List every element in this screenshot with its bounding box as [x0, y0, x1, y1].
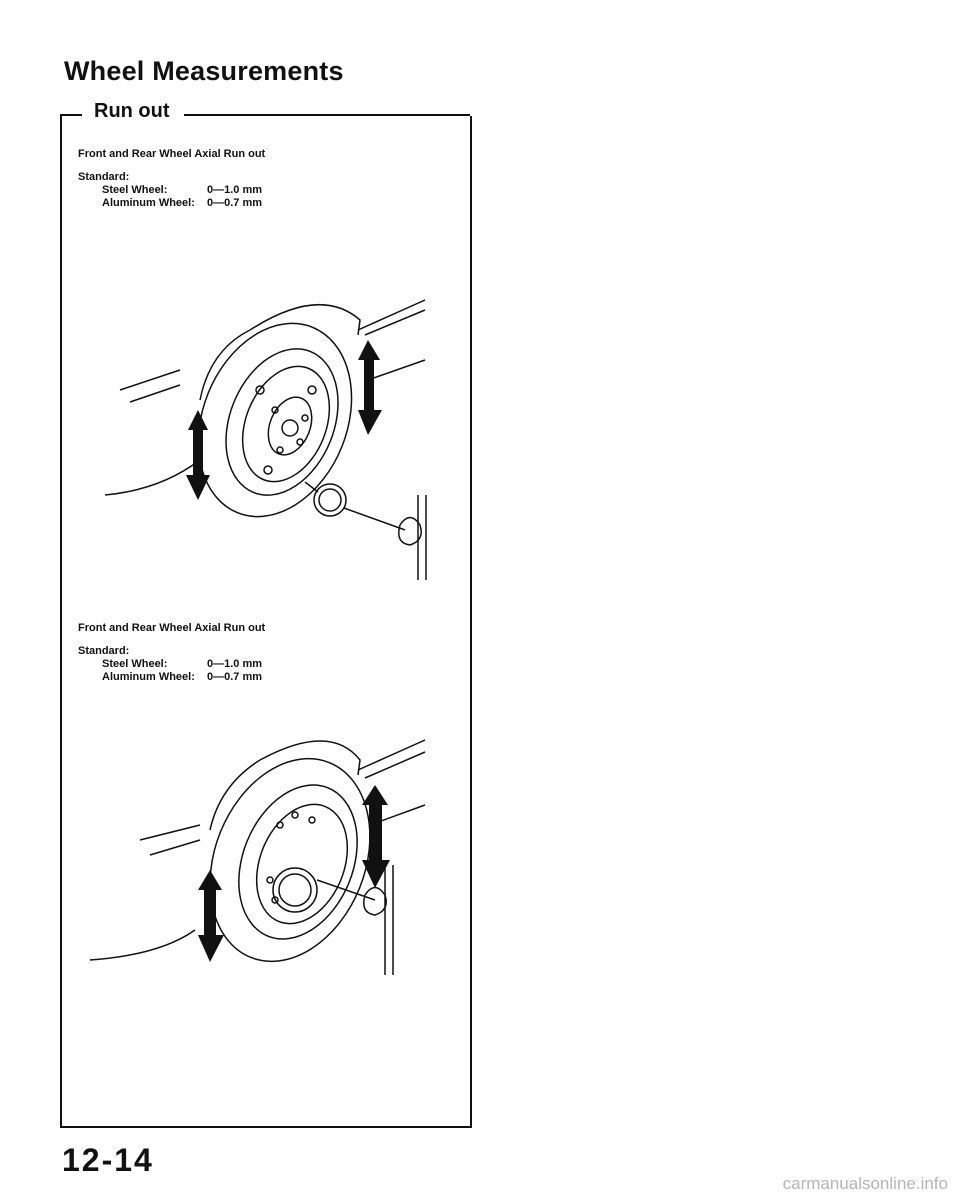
spec-row-steel: [78, 658, 265, 671]
spec-heading: Front and Rear Wheel Axial Run out: [78, 148, 266, 160]
wheel-runout-illustration-2: [80, 730, 430, 980]
spec-block-1: [78, 148, 265, 210]
spec-row-aluminum: [78, 197, 265, 210]
wheel-runout-illustration-1: [100, 290, 430, 600]
spec-row-value: 0—1.0 mm: [207, 658, 263, 670]
frame-top-left-rule: [60, 114, 82, 116]
spec-row-value: 0—1.0 mm: [207, 184, 263, 196]
spec-heading: Front and Rear Wheel Axial Run out: [78, 622, 266, 634]
page-number: 12-14: [62, 1142, 154, 1178]
standard-label: Standard:: [78, 645, 130, 657]
spec-row-value: 0—0.7 mm: [207, 197, 263, 209]
spec-block-2: [78, 622, 265, 684]
spec-row-aluminum: [78, 671, 265, 684]
standard-label: Standard:: [78, 171, 130, 183]
spec-row-label: Steel Wheel:: [102, 184, 168, 196]
frame-top-right-rule: [184, 114, 470, 116]
spec-row-steel: [78, 184, 265, 197]
section-title: Run out: [90, 100, 174, 123]
spec-row-value: 0—0.7 mm: [207, 671, 263, 683]
spec-row-label: Aluminum Wheel:: [102, 197, 195, 209]
page-title: Wheel Measurements: [64, 56, 344, 86]
footer-watermark-url: carmanualsonline.info: [782, 1174, 948, 1193]
spec-row-label: Steel Wheel:: [102, 658, 168, 670]
spec-row-label: Aluminum Wheel:: [102, 671, 195, 683]
